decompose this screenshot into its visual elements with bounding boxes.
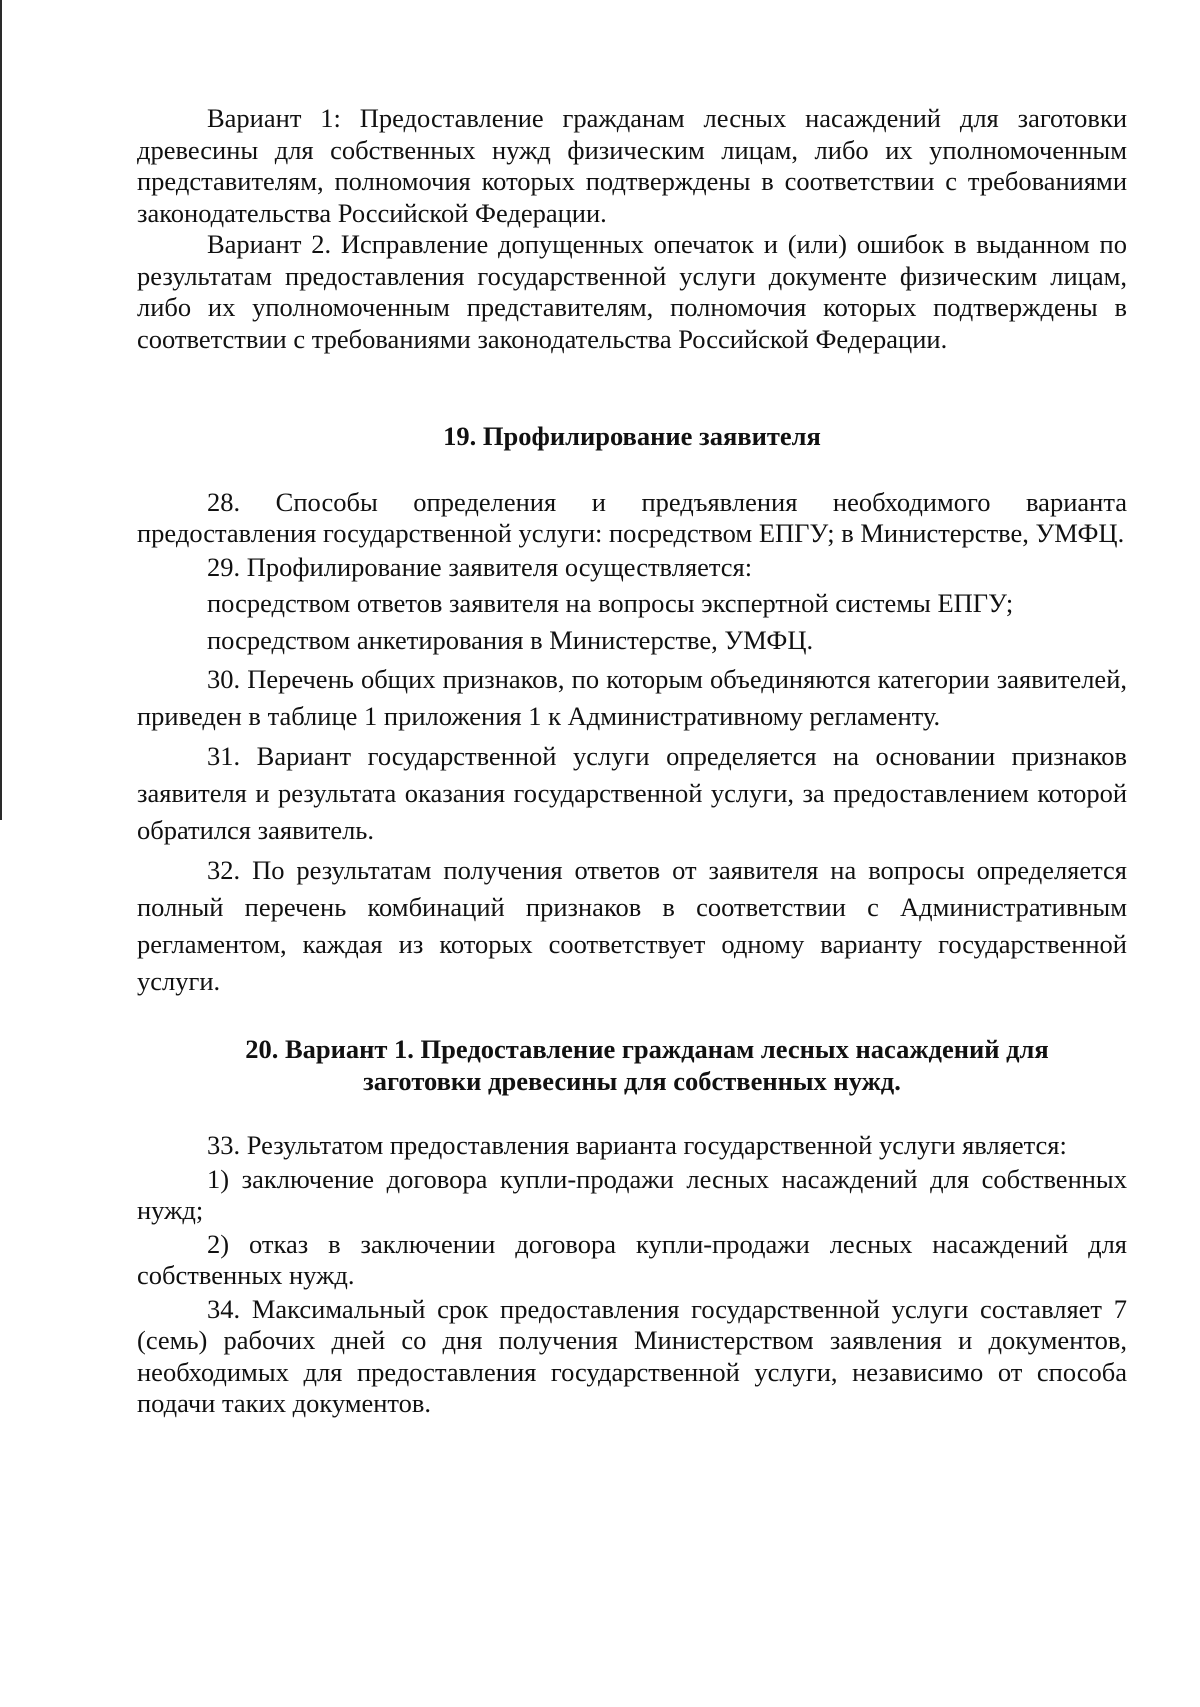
paragraph-33: 33. Результатом предоставления варианта государственной услуги является: <box>207 1130 1067 1160</box>
paragraph-28: 28. Способы определения и предъявления необходимого варианта предоставления государственной услуги: посредством ЕПГУ; в Министерстве, УМФЦ. <box>137 486 1127 548</box>
paragraph-31: 31. Вариант государственной услуги определяется на основании признаков заявителя и результата оказания государственной услуги, за предоставлением которой обратился заявитель. <box>137 741 1127 845</box>
section-20-heading-line-1: 20. Вариант 1. Предоставление гражданам лесных насаждений для <box>245 1034 1049 1064</box>
paragraph-30: 30. Перечень общих признаков, по которым объединяются категории заявителей, приведен в таблице 1 приложения 1 к Административному регламенту. <box>137 664 1127 731</box>
scan-edge-line <box>0 0 2 820</box>
document-body <box>137 103 1127 1420</box>
section-19-heading: 19. Профилирование заявителя <box>443 421 821 451</box>
paragraph-29-item-1: посредством ответов заявителя на вопросы экспертной системы ЕПГУ; <box>207 588 1014 618</box>
paragraph-33-item-1: 1) заключение договора купли-продажи лесных насаждений для собственных нужд; <box>137 1163 1127 1225</box>
paragraph-29-item-2: посредством анкетирования в Министерстве, УМФЦ. <box>207 624 814 655</box>
paragraph-29: 29. Профилирование заявителя осуществляется: <box>207 551 753 582</box>
variant-2-paragraph: Вариант 2. Исправление допущенных опечаток и (или) ошибок в выданном по результатам предоставления государственной услуги документе физическим лицам, либо их уполномоченным представителям, полномочия которых подтверждены в соответствии с требованиями законодательства Российской Федерации. <box>137 229 1127 354</box>
variant-1-paragraph: Вариант 1: Предоставление гражданам лесных насаждений для заготовки древесины для собственных нужд физическим лицам, либо их уполномоченным представителям, полномочия которых подтверждены в соответствии с требованиями законодательства Российской Федерации. <box>137 103 1127 228</box>
section-20-heading-line-2: заготовки древесины для собственных нужд. <box>363 1065 901 1096</box>
paragraph-33-item-2: 2) отказ в заключении договора купли-продажи лесных насаждений для собственных нужд. <box>137 1228 1127 1290</box>
paragraph-34: 34. Максимальный срок предоставления государственной услуги составляет 7 (семь) рабочих дней со дня получения Министерством заявления и документов, необходимых для предоставления государственной услуги, независимо от способа подачи таких документов. <box>137 1293 1127 1418</box>
paragraph-32: 32. По результатам получения ответов от заявителя на вопросы определяется полный перечень комбинаций признаков в соответствии с Административным регламентом, каждая из которых соответствует одному варианту государственной услуги. <box>137 855 1127 996</box>
